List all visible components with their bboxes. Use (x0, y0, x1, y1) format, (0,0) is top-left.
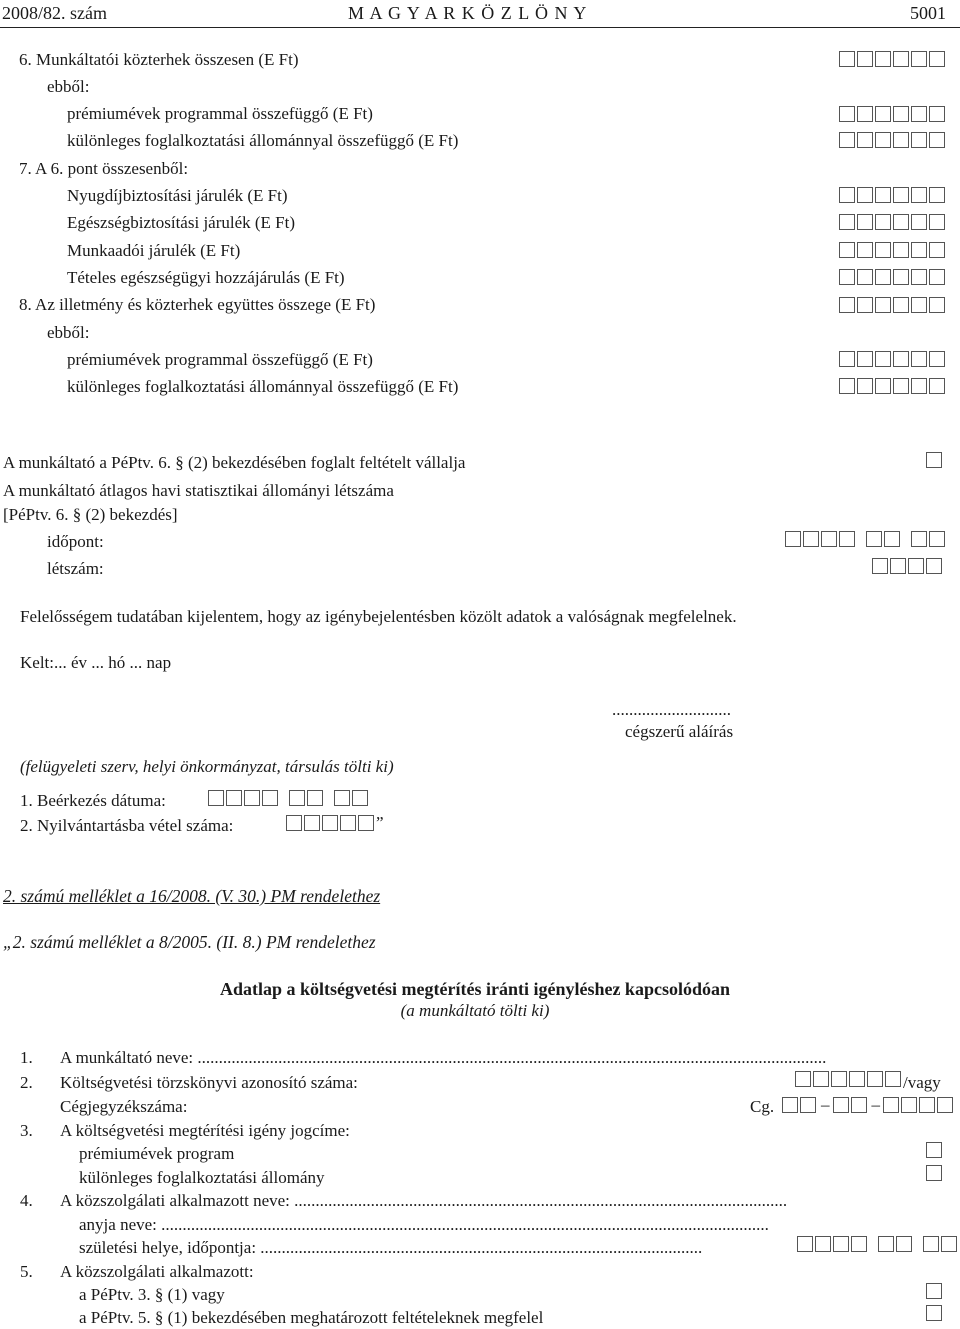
header-page-number: 5001 (910, 3, 946, 23)
signature-label: cégszerű aláírás (625, 722, 734, 741)
claim-premium-checkbox[interactable] (926, 1142, 944, 1158)
item-8-ebbol: ebből: (47, 323, 90, 342)
item-6-special: különleges foglalkoztatási állománnyal összefüggő (E Ft) (67, 131, 459, 150)
header-rule (0, 27, 960, 28)
declaration-text: Felelősségem tudatában kijelentem, hogy az igénybejelentésben közölt adatok a valóságnak megfelelnek. (20, 607, 737, 626)
close-quote: ” (376, 813, 384, 832)
cg-label: Cg. (750, 1097, 775, 1116)
form-heading: Adatlap a költségvetési megtérítés iránti igényléshez kapcsolódóan (220, 979, 730, 999)
birth-place-line[interactable]: születési helye, időpontja: ........................................................................................................ (79, 1238, 703, 1257)
letszam-label: létszám: (47, 559, 104, 578)
amount-box-7b[interactable] (839, 214, 947, 230)
annex-title-1: 2. számú melléklet a 16/2008. (V. 30.) PM rendelethez (3, 886, 381, 906)
supervisor-note: (felügyeleti szerv, helyi önkormányzat, társulás tölti ki) (20, 757, 394, 776)
letszam-boxes[interactable] (872, 558, 944, 574)
registry-boxes[interactable] (286, 815, 376, 831)
vallalja-text: A munkáltató a PéPtv. 6. § (2) bekezdésében foglalt feltételt vállalja (3, 453, 466, 472)
amount-box-8a[interactable] (839, 351, 947, 367)
idopont-label: időpont: (47, 532, 104, 551)
received-date-boxes[interactable] (208, 790, 370, 806)
form-num-5: 5. (20, 1262, 33, 1281)
item-7: 7. A 6. pont összesenből: (19, 159, 189, 178)
form-num-2: 2. (20, 1073, 33, 1092)
claim-premium-label: prémiumévek program (79, 1144, 235, 1163)
registry-id-label: Költségvetési törzskönyvi azonosító száma: (60, 1073, 358, 1092)
form-num-1: 1. (20, 1048, 33, 1067)
amount-box-7d[interactable] (839, 269, 947, 285)
vallalja-checkbox[interactable] (926, 452, 944, 468)
employer-name-line[interactable]: A munkáltató neve: .................................................................................................................................................... (60, 1048, 827, 1067)
amount-box-7a[interactable] (839, 187, 947, 203)
header-issue: 2008/82. szám (2, 3, 107, 23)
form-num-3: 3. (20, 1121, 33, 1140)
header-title: M A G Y A R K Ö Z L Ö N Y (348, 3, 588, 23)
registry-id-boxes[interactable] (795, 1071, 903, 1087)
pep-3-label: a PéPtv. 3. § (1) vagy (79, 1285, 225, 1304)
pep-5-checkbox[interactable] (926, 1305, 944, 1321)
mother-name-line[interactable]: anyja neve: ............................................................................................................................................... (79, 1215, 769, 1234)
amount-box-6b[interactable] (839, 132, 947, 148)
item-7-flat: Tételes egészségügyi hozzájárulás (E Ft) (67, 268, 345, 287)
item-7-health: Egészségbiztosítási járulék (E Ft) (67, 213, 296, 232)
item-8: 8. Az illetmény és közterhek együttes összege (E Ft) (19, 295, 376, 314)
amount-box-6[interactable] (839, 51, 947, 67)
registry-label: 2. Nyilvántartásba vétel száma: (20, 816, 234, 835)
employee-name-line[interactable]: A közszolgálati alkalmazott neve: .................................................................................................................... (60, 1191, 788, 1210)
employee-status-label: A közszolgálati alkalmazott: (60, 1262, 254, 1281)
item-6-premium: prémiumévek programmal összefüggő (E Ft) (67, 104, 373, 123)
amount-box-7c[interactable] (839, 242, 947, 258)
claim-special-label: különleges foglalkoztatási állomány (79, 1168, 325, 1187)
form-subheading: (a munkáltató tölti ki) (400, 1001, 550, 1020)
company-reg-boxes[interactable] (782, 1095, 955, 1115)
company-reg-label: Cégjegyzékszáma: (60, 1097, 188, 1116)
reg-dash-1: – (821, 1095, 830, 1114)
item-6-ebbol: ebből: (47, 77, 90, 96)
idopont-date-boxes[interactable] (785, 531, 947, 547)
birth-date-boxes[interactable] (797, 1236, 959, 1252)
item-7-employer: Munkaadói járulék (E Ft) (67, 241, 241, 260)
pep-3-checkbox[interactable] (926, 1283, 944, 1299)
amount-box-8[interactable] (839, 297, 947, 313)
annex-title-2: „2. számú melléklet a 8/2005. (II. 8.) PM rendelethez (3, 932, 376, 952)
kelt-line[interactable]: Kelt:... év ... hó ... nap (20, 653, 172, 672)
vagy-text: /vagy (903, 1073, 941, 1092)
ref-text: [PéPtv. 6. § (2) bekezdés] (3, 505, 178, 524)
item-6: 6. Munkáltatói közterhek összesen (E Ft) (19, 50, 299, 69)
item-8-premium: prémiumévek programmal összefüggő (E Ft) (67, 350, 373, 369)
received-label: 1. Beérkezés dátuma: (20, 791, 166, 810)
pep-5-label: a PéPtv. 5. § (1) bekezdésében meghatározott feltételeknek megfelel (79, 1308, 544, 1327)
item-8-special: különleges foglalkoztatási állománnyal összefüggő (E Ft) (67, 377, 459, 396)
form-num-4: 4. (20, 1191, 33, 1210)
signature-dots: ............................ (612, 700, 731, 719)
amount-box-6a[interactable] (839, 106, 947, 122)
claim-special-checkbox[interactable] (926, 1165, 944, 1181)
item-7-pension: Nyugdíjbiztosítási járulék (E Ft) (67, 186, 288, 205)
claim-title-label: A költségvetési megtérítési igény jogcíme: (60, 1121, 350, 1140)
amount-box-8b[interactable] (839, 378, 947, 394)
atlagos-text: A munkáltató átlagos havi statisztikai állományi létszáma (3, 481, 394, 500)
reg-dash-2: – (871, 1095, 880, 1114)
